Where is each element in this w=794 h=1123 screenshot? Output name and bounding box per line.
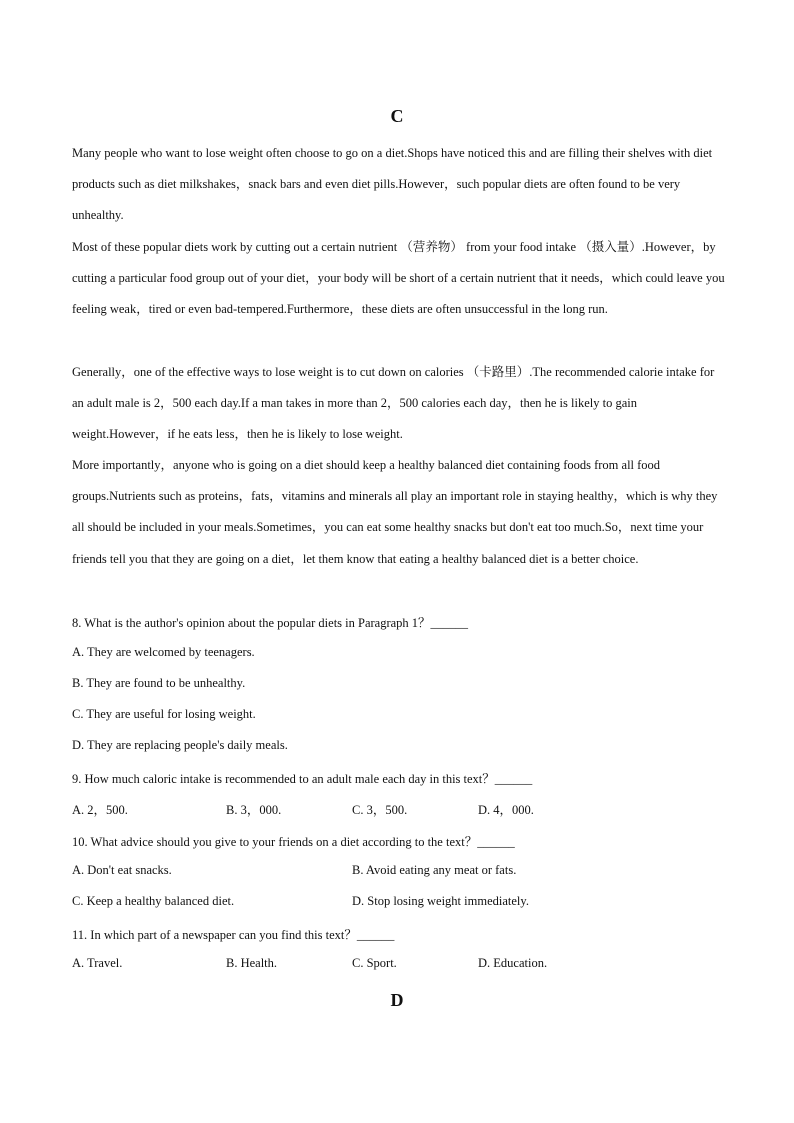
question-11-option-a: A. Travel.: [72, 956, 123, 970]
passage-paragraph-3: Generally，one of the effective ways to lose weight is to cut down on calories （卡路里）.The recommended calorie intake for an adult male is 2，500 each day.If a man takes in more than 2，500 calories each day，then he is likely to gain weight.However，if he eats less，then he is likely to lose weight.: [72, 365, 715, 442]
question-8-option-a: A. They are welcomed by teenagers.: [72, 645, 255, 659]
question-11-stem: 11. In which part of a newspaper can you find this text？______: [72, 928, 395, 942]
passage-paragraph-1: Many people who want to lose weight often choose to go on a diet.Shops have noticed this and are filling their shelves with diet products such as diet milkshakes，snack bars and even diet pills.However，such popular diets are often found to be very unhealthy.: [72, 146, 713, 223]
question-10-option-c: C. Keep a healthy balanced diet.: [72, 894, 235, 908]
passage-paragraph-2: Most of these popular diets work by cutting out a certain nutrient （营养物） from your food intake （摄入量）.However，by cutting a particular food group out of your diet，your body will be short of a certain nutrient that it needs，which could leave you feeling weak，tired or even bad-tempered.Furthermore，these diets are often unsuccessful in the long run.: [72, 240, 725, 317]
question-9-option-c: C. 3，500.: [352, 803, 408, 817]
question-10-option-b: B. Avoid eating any meat or fats.: [352, 863, 517, 877]
question-9-option-b: B. 3，000.: [226, 803, 282, 817]
question-8-option-b: B. They are found to be unhealthy.: [72, 676, 246, 690]
question-11-option-d: D. Education.: [478, 956, 548, 970]
question-9-option-d: D. 4，000.: [478, 803, 534, 817]
question-8-option-c: C. They are useful for losing weight.: [72, 707, 256, 721]
question-11-option-b: B. Health.: [226, 956, 278, 970]
section-heading-d: D: [390, 990, 404, 1010]
passage-paragraph-4: More importantly，anyone who is going on a diet should keep a healthy balanced diet containing foods from all food groups.Nutrients such as proteins，fats，vitamins and minerals all play an important role in staying healthy，which is why they all should be included in your meals.Sometimes，you can eat some healthy snacks but don't eat too much.So，next time your friends tell you that they are going on a diet，let them know that eating a healthy balanced diet is a better choice.: [72, 458, 718, 566]
question-9-option-a: A. 2，500.: [72, 803, 128, 817]
section-heading-c: C: [390, 106, 404, 126]
question-8-option-d: D. They are replacing people's daily meals.: [72, 738, 288, 752]
question-8-stem: 8. What is the author's opinion about the popular diets in Paragraph 1？______: [72, 616, 469, 630]
question-9-stem: 9. How much caloric intake is recommended to an adult male each day in this text？______: [72, 772, 533, 786]
question-11-option-c: C. Sport.: [352, 956, 397, 970]
question-10-option-d: D. Stop losing weight immediately.: [352, 894, 529, 908]
question-10-stem: 10. What advice should you give to your friends on a diet according to the text？______: [72, 835, 515, 849]
question-10-option-a: A. Don't eat snacks.: [72, 863, 172, 877]
